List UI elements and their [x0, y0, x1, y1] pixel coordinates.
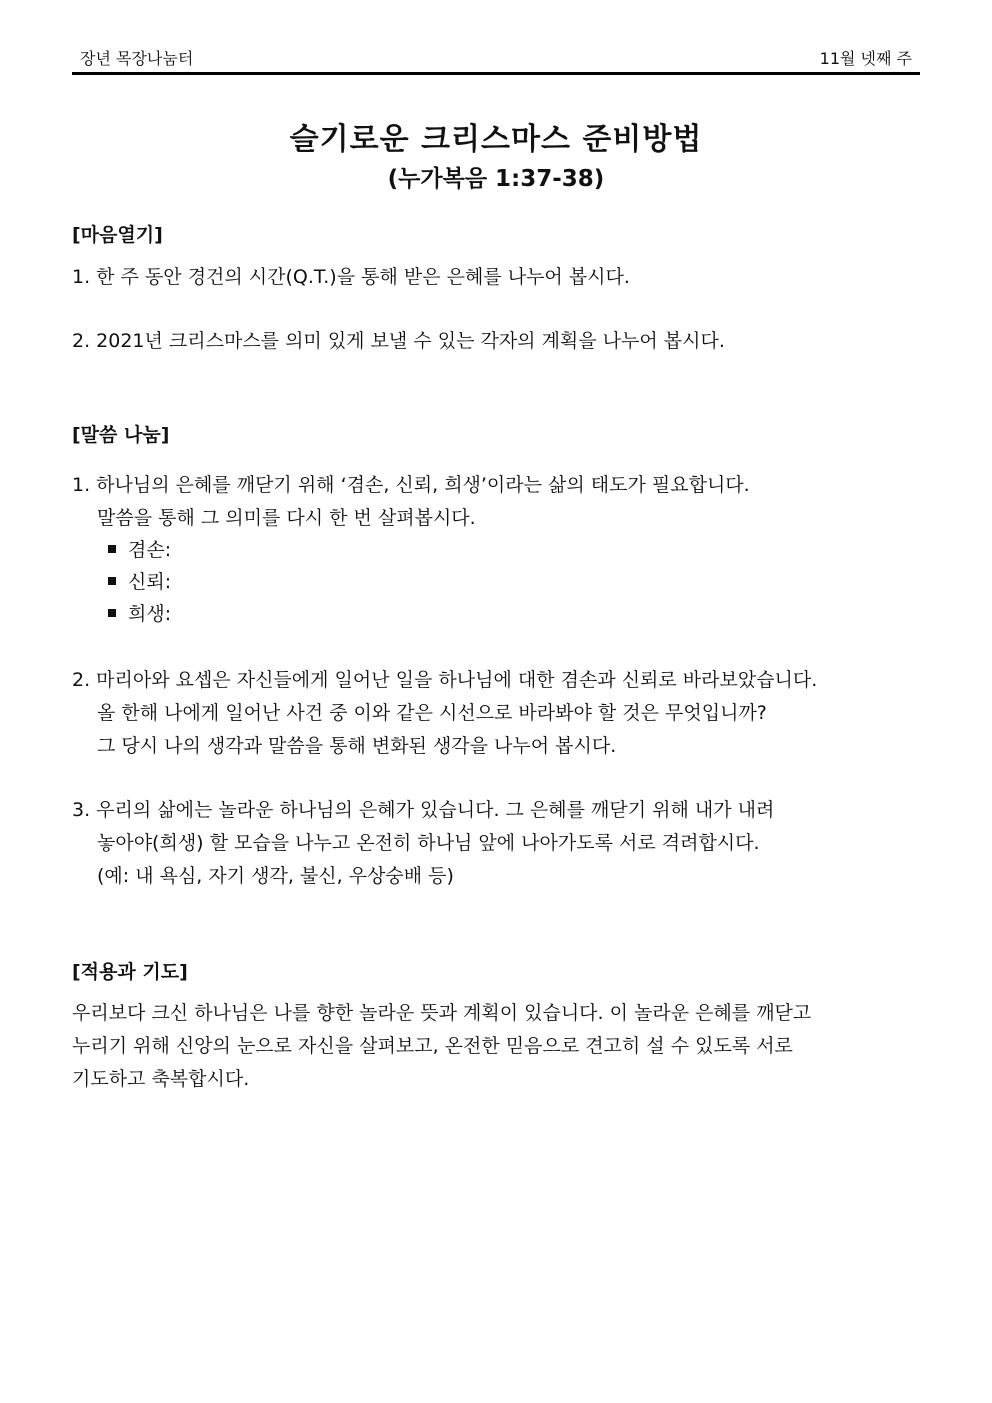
bullet-label: 겸손: [128, 539, 172, 561]
bullet-label: 신뢰: [128, 571, 172, 593]
word-question-2-line-1: 2. 마리아와 요셉은 자신들에게 일어난 일을 하나님에 대한 겸손과 신뢰로 바라보았습니다. [72, 669, 818, 691]
section-heading-application-prayer: [적용과 기도] [72, 961, 188, 983]
opening-question-1: 1. 한 주 동안 경건의 시간(Q.T.)을 통해 받은 은혜를 나누어 봅시다. [72, 266, 630, 288]
header-week: 11월 넷째 주 [819, 49, 912, 68]
application-line-3: 기도하고 축복합시다. [72, 1068, 250, 1090]
page-title: 슬기로운 크리스마스 준비방법 [289, 122, 703, 157]
square-bullet-icon [108, 545, 116, 553]
bullet-label: 희생: [128, 603, 172, 625]
header-divider [72, 72, 920, 75]
word-question-3-line-1: 3. 우리의 삶에는 놀라운 하나님의 은혜가 있습니다. 그 은혜를 깨닫기 위해 내가 내려 [72, 799, 775, 821]
bullet-trust [108, 567, 171, 594]
header-group-name: 장년 목장나눔터 [80, 49, 194, 68]
word-question-1-line-1: 1. 하나님의 은혜를 깨닫기 위해 ‘겸손, 신뢰, 희생’이라는 삶의 태도가 필요합니다. [72, 474, 750, 496]
application-line-2: 누리기 위해 신앙의 눈으로 자신을 살펴보고, 온전한 믿음으로 견고히 설 수 있도록 서로 [72, 1035, 793, 1057]
bullet-humility [108, 535, 171, 562]
word-question-3-line-3: (예: 내 욕심, 자기 생각, 불신, 우상숭배 등) [97, 865, 454, 887]
square-bullet-icon [108, 609, 116, 617]
bullet-sacrifice [108, 599, 171, 626]
page-header [72, 44, 920, 72]
word-question-2-line-2: 올 한해 나에게 일어난 사건 중 이와 같은 시선으로 바라봐야 할 것은 무엇입니까? [97, 702, 767, 724]
scripture-reference: (누가복음 1:37-38) [387, 166, 605, 192]
word-question-2-line-3: 그 당시 나의 생각과 말씀을 통해 변화된 생각을 나누어 봅시다. [97, 735, 617, 757]
word-question-3-line-2: 놓아야(희생) 할 모습을 나누고 온전히 하나님 앞에 나아가도록 서로 격려합시다. [97, 832, 760, 854]
word-question-1-line-2: 말씀을 통해 그 의미를 다시 한 번 살펴봅시다. [97, 507, 476, 529]
opening-question-2: 2. 2021년 크리스마스를 의미 있게 보낼 수 있는 각자의 계획을 나누어 봅시다. [72, 330, 725, 352]
section-heading-opening: [마음열기] [72, 224, 163, 246]
application-line-1: 우리보다 크신 하나님은 나를 향한 놀라운 뜻과 계획이 있습니다. 이 놀라운 은혜를 깨닫고 [72, 1002, 812, 1024]
section-heading-word-sharing: [말씀 나눔] [72, 424, 170, 446]
square-bullet-icon [108, 577, 116, 585]
